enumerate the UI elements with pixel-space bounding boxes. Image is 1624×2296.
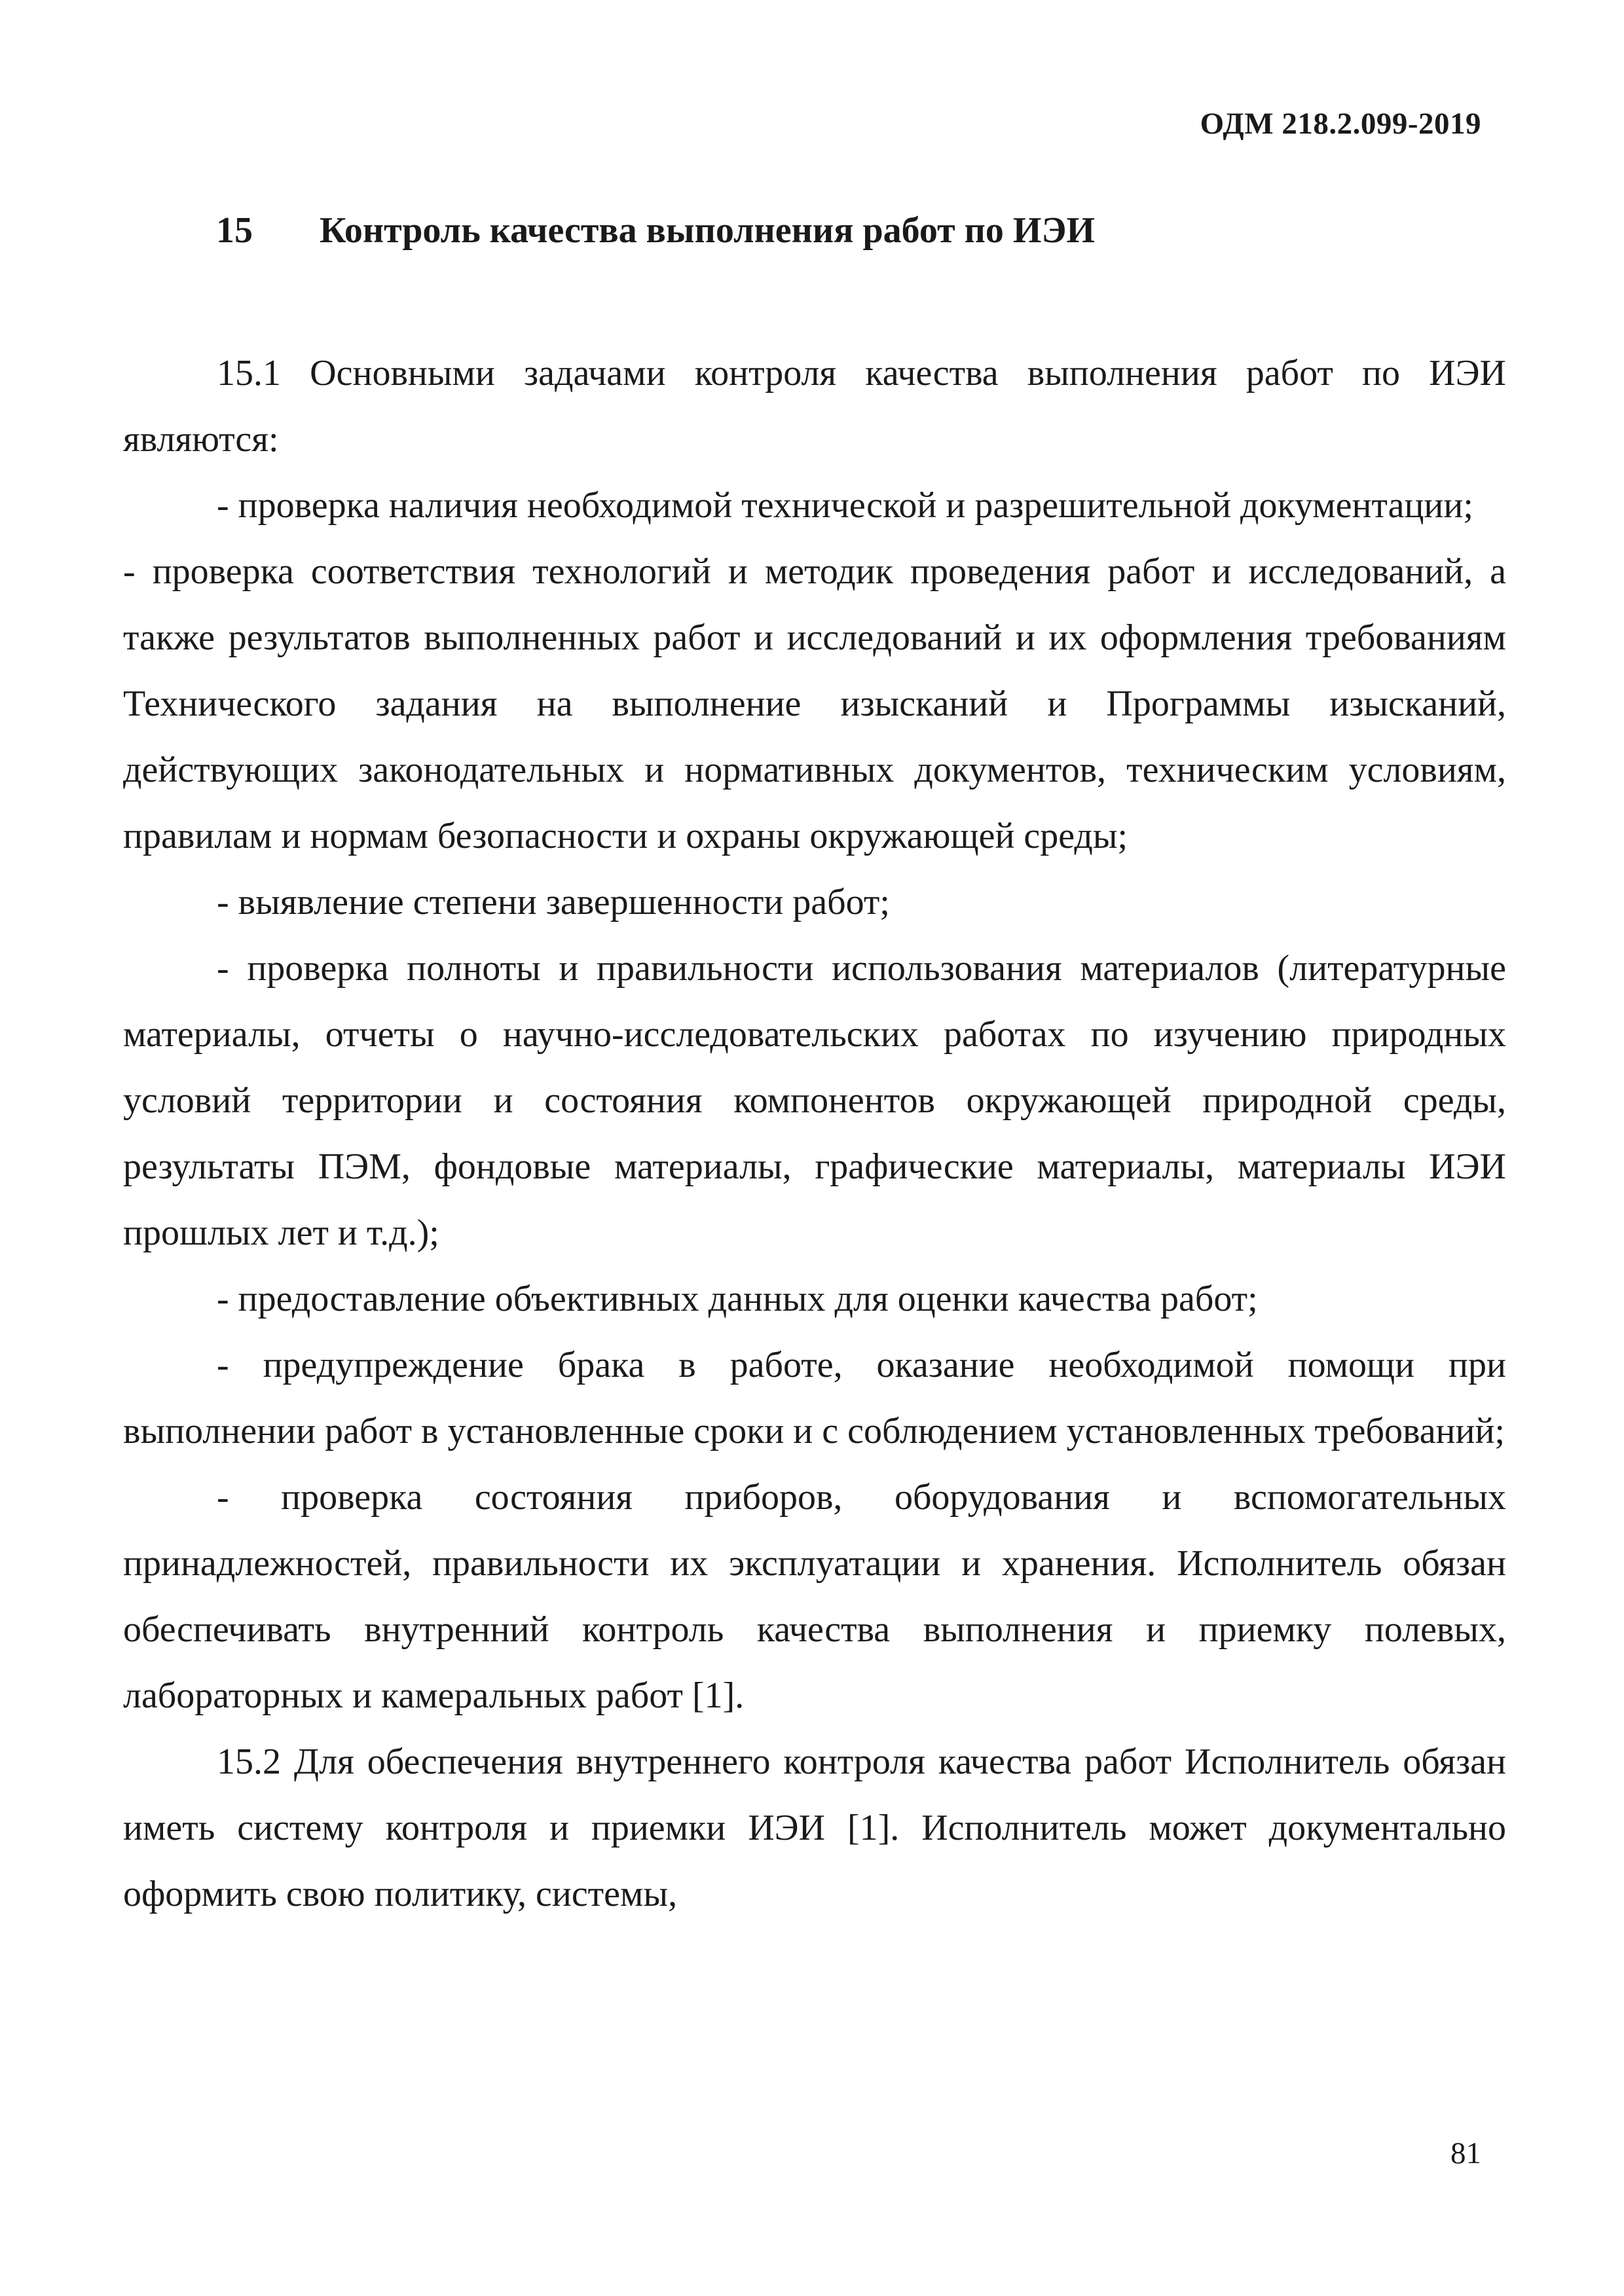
- list-item: - проверка наличия необходимой технической и разрешительной документации;: [217, 485, 1473, 526]
- list-item: - выявление степени завершенности работ;: [217, 882, 890, 922]
- section-number: 15: [216, 210, 253, 251]
- list-item: - проверка полноты и правильности использования материалов (литературные материалы, отчеты о научно-исследовательских работах по изучению природных условий территории и состояния компонентов окружающей природной среды, результаты ПЭМ, фондовые материалы, графические материалы, материалы ИЭИ прошлых лет и т.д.);: [123, 948, 1506, 1253]
- list-item: - проверка соответствия технологий и методик проведения работ и исследований, а также результатов выполненных работ и исследований и их оформления требованиям Технического задания на выполнение изысканий и Программы изысканий, действующих законодательных и нормативных документов, техническим условиям, правилам и нормам безопасности и охраны окружающей среды;: [123, 551, 1506, 856]
- paragraph-15-2: 15.2 Для обеспечения внутреннего контроля качества работ Исполнитель обязан иметь систему контроля и приемки ИЭИ [1]. Исполнитель может документально оформить свою политику, системы,: [123, 1741, 1506, 1914]
- list-item: - проверка состояния приборов, оборудования и вспомогательных принадлежностей, правильности их эксплуатации и хранения. Исполнитель обязан обеспечивать внутренний контроль качества выполнения и приемку полевых, лабораторных и камеральных работ [1].: [123, 1477, 1506, 1716]
- list-item: - предупреждение брака в работе, оказание необходимой помощи при выполнении работ в установленные сроки и с соблюдением установленных требований;: [123, 1345, 1506, 1451]
- list-item: - предоставление объективных данных для оценки качества работ;: [217, 1279, 1258, 1319]
- document-code: ОДМ 218.2.099-2019: [1200, 107, 1481, 141]
- section-title: Контроль качества выполнения работ по ИЭИ: [320, 210, 1096, 251]
- body-text: [123, 340, 1506, 1927]
- page-number: 81: [1450, 2136, 1481, 2170]
- paragraph-15-1: 15.1 Основными задачами контроля качества выполнения работ по ИЭИ являются:: [123, 353, 1506, 460]
- section-heading: [216, 210, 1095, 251]
